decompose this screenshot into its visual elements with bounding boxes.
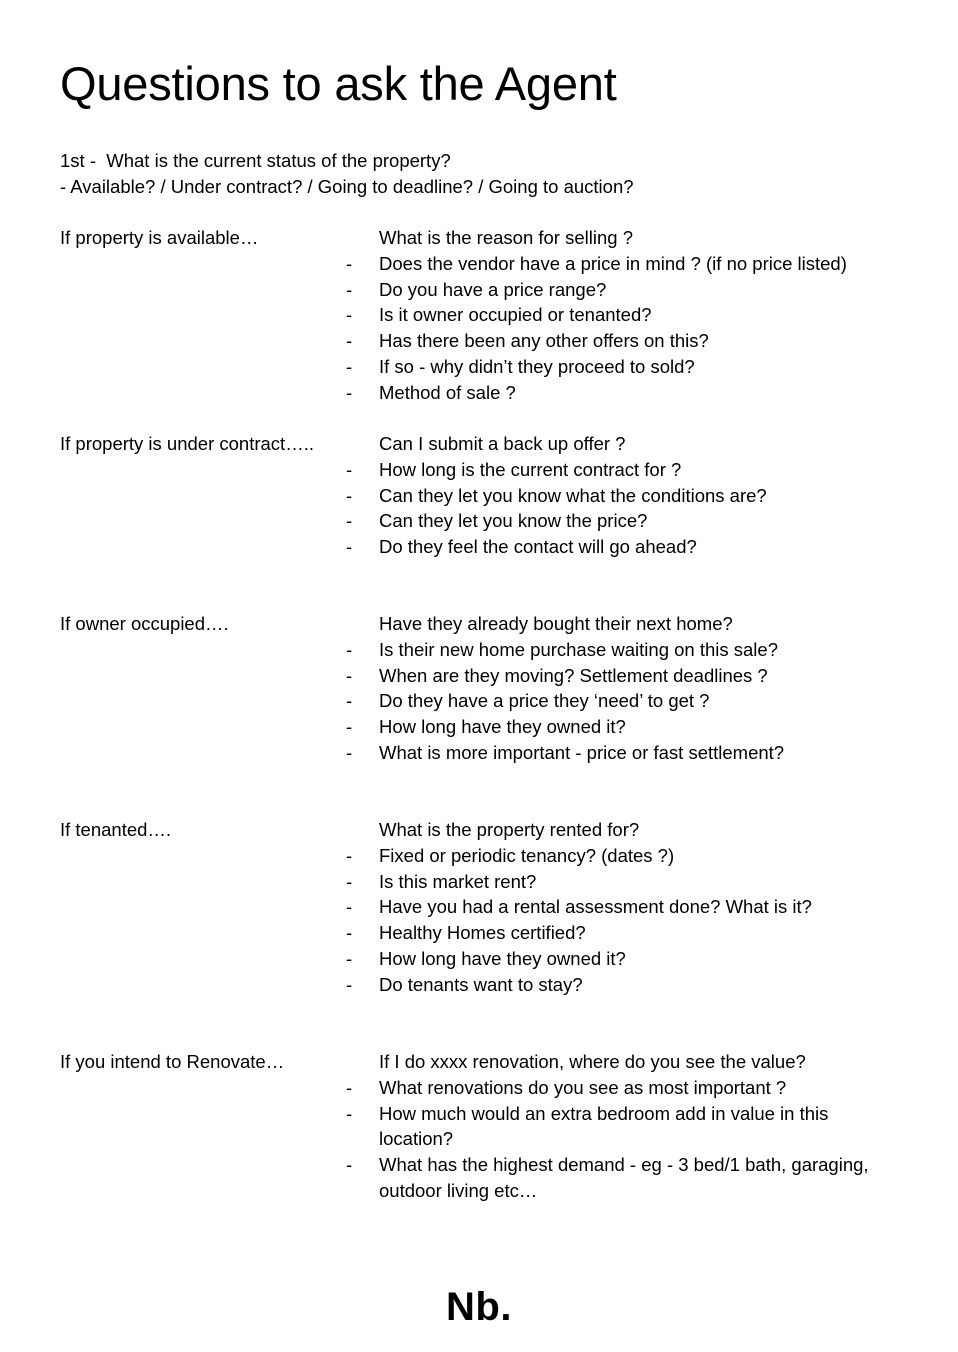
question-text: If I do xxxx renovation, where do you see the value? — [379, 1051, 806, 1072]
question-list — [346, 1049, 869, 1204]
question-text: How long have they owned it? — [379, 947, 626, 969]
question-item — [346, 1101, 869, 1153]
question-item — [346, 972, 899, 998]
question-text: Have they already bought their next home? — [379, 613, 733, 634]
question-text: Does the vendor have a price in mind ? (if no price listed) — [379, 252, 847, 274]
question-item — [346, 328, 899, 354]
question-item — [379, 431, 899, 457]
bullet-dash: - — [346, 330, 353, 352]
question-item — [346, 251, 899, 277]
question-text: When are they moving? Settlement deadlines ? — [379, 664, 768, 686]
question-item — [346, 380, 899, 406]
section-label: If you intend to Renovate… — [60, 1051, 285, 1072]
question-item — [346, 894, 899, 920]
question-item — [346, 277, 899, 303]
question-item — [346, 354, 899, 380]
question-item — [346, 946, 899, 972]
bullet-dash: - — [346, 304, 353, 326]
question-text: How long is the current contract for ? — [379, 458, 682, 480]
bullet-dash: - — [346, 1076, 353, 1098]
question-item — [346, 508, 899, 534]
bullet-dash: - — [346, 664, 353, 686]
question-text: Is their new home purchase waiting on this sale? — [379, 638, 778, 660]
question-item — [379, 225, 899, 251]
question-item — [346, 1152, 869, 1204]
question-list — [346, 817, 899, 998]
question-item — [379, 611, 899, 637]
intro-block — [60, 148, 634, 200]
section-label: If tenanted…. — [60, 819, 172, 840]
bullet-dash: - — [346, 381, 353, 403]
question-item — [346, 1075, 869, 1101]
question-list — [346, 431, 899, 560]
question-item — [346, 302, 899, 328]
bullet-dash: - — [346, 1102, 353, 1124]
bullet-dash: - — [346, 510, 353, 532]
bullet-dash: - — [346, 252, 353, 274]
bullet-dash: - — [346, 973, 353, 995]
question-text: Do tenants want to stay? — [379, 973, 583, 995]
question-text: Can they let you know what the conditions are? — [379, 484, 767, 506]
question-item — [379, 817, 899, 843]
question-item — [346, 534, 899, 560]
bullet-dash: - — [346, 355, 353, 377]
question-text: Can I submit a back up offer ? — [379, 433, 626, 454]
question-text: What is the property rented for? — [379, 819, 640, 840]
question-item — [346, 457, 899, 483]
bullet-dash: - — [346, 844, 353, 866]
section-label: If property is available… — [60, 227, 259, 248]
question-item — [346, 843, 899, 869]
question-item — [379, 1049, 869, 1075]
bullet-dash: - — [346, 922, 353, 944]
intro-line-status: 1st - What is the current status of the property? — [60, 150, 451, 171]
bullet-dash: - — [346, 638, 353, 660]
question-text: What is more important - price or fast settlement? — [379, 741, 785, 763]
question-text: What renovations do you see as most important ? — [379, 1076, 787, 1098]
question-item — [346, 483, 899, 509]
question-item — [346, 869, 899, 895]
question-text: How long have they owned it? — [379, 716, 626, 738]
question-text: Do you have a price range? — [379, 278, 607, 300]
bullet-dash: - — [346, 484, 353, 506]
question-text: Do they have a price they ‘need’ to get ? — [379, 690, 710, 712]
question-text: Is it owner occupied or tenanted? — [379, 304, 652, 326]
question-text: If so - why didn’t they proceed to sold? — [379, 355, 695, 377]
bullet-dash: - — [346, 947, 353, 969]
question-text: Method of sale ? — [379, 381, 516, 403]
question-item — [346, 688, 899, 714]
bullet-dash: - — [346, 716, 353, 738]
question-item — [346, 637, 899, 663]
question-text: Do they feel the contact will go ahead? — [379, 536, 697, 558]
question-item — [346, 920, 899, 946]
question-text: Is this market rent? — [379, 870, 537, 892]
bullet-dash: - — [346, 896, 353, 918]
question-text: Has there been any other offers on this? — [379, 330, 709, 352]
question-text: What is the reason for selling ? — [379, 227, 633, 248]
question-item — [346, 714, 899, 740]
bullet-dash: - — [346, 690, 353, 712]
bullet-dash: - — [346, 458, 353, 480]
question-item — [346, 740, 899, 766]
question-text: Can they let you know the price? — [379, 510, 648, 532]
question-text: Healthy Homes certified? — [379, 922, 586, 944]
question-text: How much would an extra bedroom add in value in this location? — [379, 1102, 829, 1150]
section-label: If property is under contract….. — [60, 433, 314, 454]
question-list — [346, 225, 899, 406]
question-text: What has the highest demand - eg - 3 bed/1 bath, garaging, outdoor living etc… — [379, 1154, 869, 1201]
bullet-dash: - — [346, 536, 353, 558]
page-title: Questions to ask the Agent — [60, 57, 617, 110]
question-text: Have you had a rental assessment done? What is it? — [379, 896, 812, 918]
bullet-dash: - — [346, 1154, 353, 1176]
footer-note-mark: Nb. — [446, 1285, 512, 1329]
bullet-dash: - — [346, 870, 353, 892]
bullet-dash: - — [346, 278, 353, 300]
question-text: Fixed or periodic tenancy? (dates ?) — [379, 844, 675, 866]
intro-line-options: - Available? / Under contract? / Going to deadline? / Going to auction? — [60, 175, 634, 197]
section-label: If owner occupied…. — [60, 613, 229, 634]
bullet-dash: - — [346, 741, 353, 763]
question-list — [346, 611, 899, 766]
question-item — [346, 663, 899, 689]
